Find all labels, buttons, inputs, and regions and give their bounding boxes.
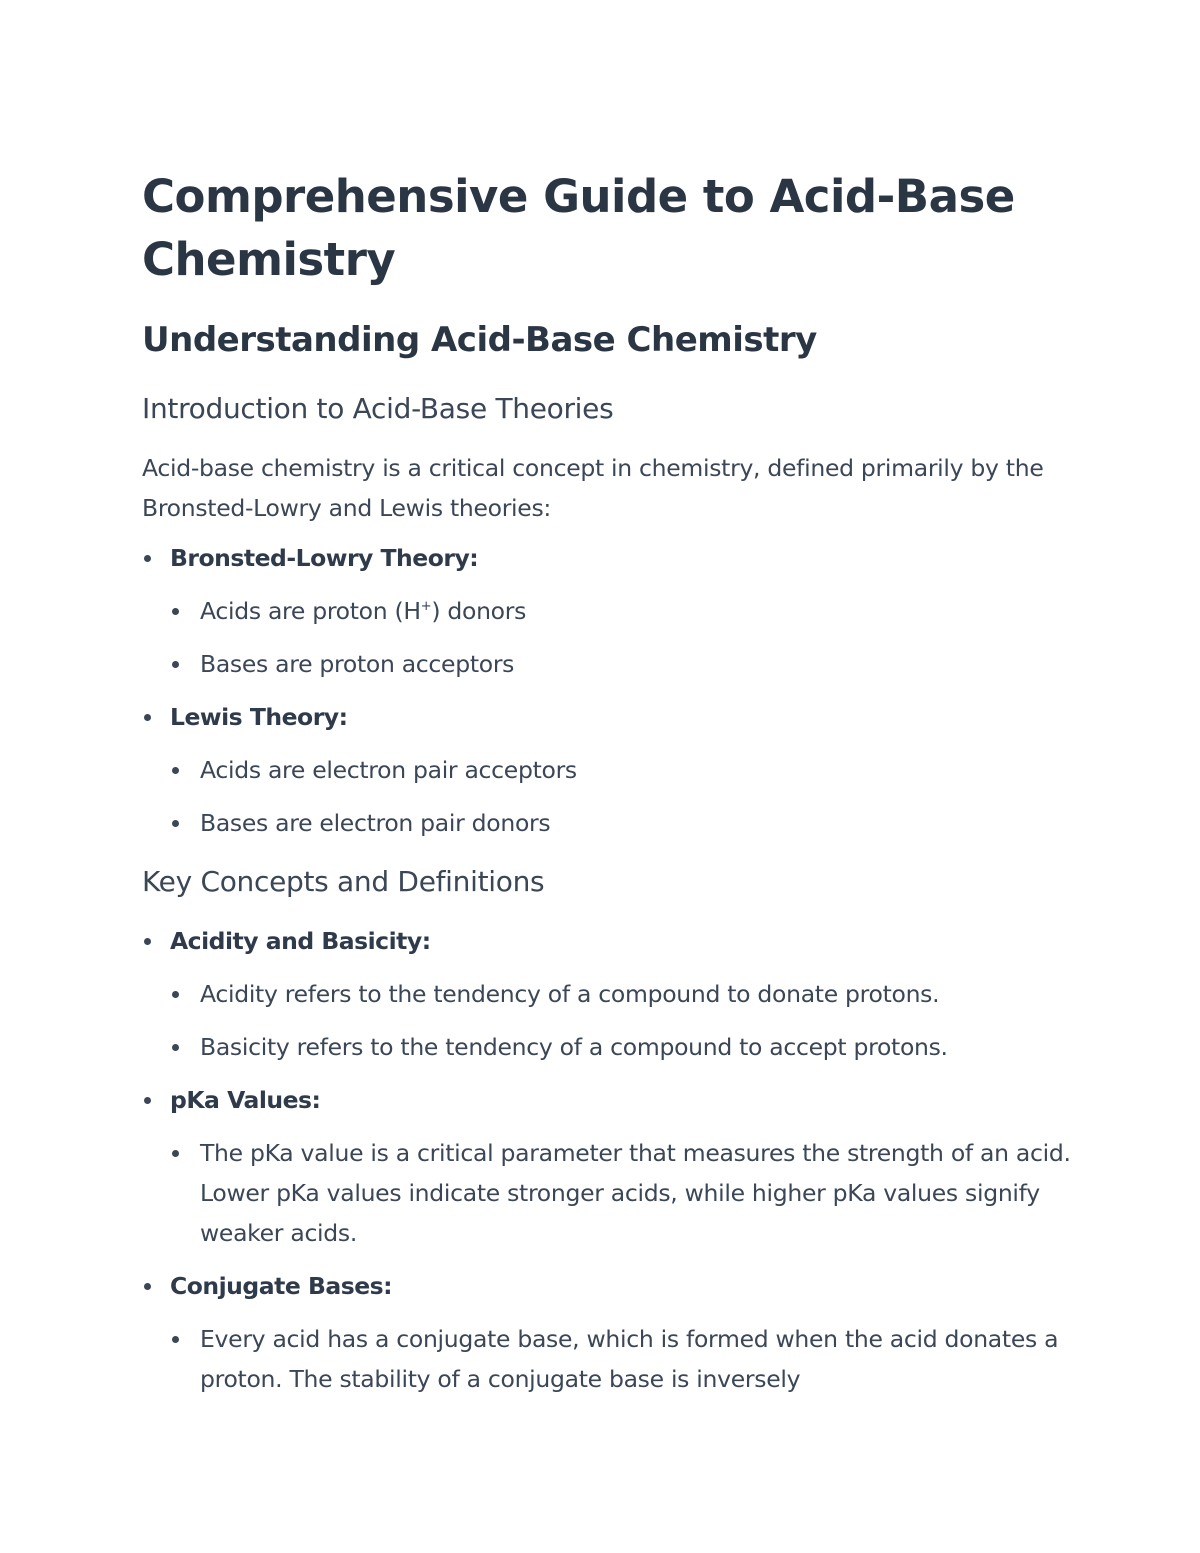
bullet-icon <box>172 767 179 774</box>
bullet-icon <box>172 1336 179 1343</box>
list-item-pka-values <box>142 1080 1072 1253</box>
bullet-icon <box>144 1283 151 1290</box>
list-item-acidity-basicity <box>142 921 1072 1067</box>
list-item-label: Acidity and Basicity: <box>170 927 431 955</box>
sub-list-item-text: The pKa value is a critical parameter that measures the strength of an acid. Lower pKa values indicate stronger acids, while higher pKa values signify weaker acids. <box>200 1139 1071 1247</box>
list-item-label: Bronsted-Lowry Theory: <box>170 544 479 572</box>
superscript-plus: + <box>420 599 432 615</box>
list-item-conjugate-bases <box>142 1266 1072 1399</box>
bullet-icon <box>172 1150 179 1157</box>
sub-list-item <box>170 1027 1072 1067</box>
intro-paragraph: Acid-base chemistry is a critical concept in chemistry, defined primarily by the Bronsted-Lowry and Lewis theories: <box>142 454 1044 522</box>
bullet-icon <box>172 608 179 615</box>
sub-list-item-text: Acids are electron pair acceptors <box>200 756 577 784</box>
list-item-label: pKa Values: <box>170 1086 321 1114</box>
sub-list-item <box>170 974 1072 1014</box>
sub-list-item-text: Every acid has a conjugate base, which is formed when the acid donates a proton. The stability of a conjugate base is inversely <box>200 1325 1059 1393</box>
sub-list-item-text: Basicity refers to the tendency of a compound to accept protons. <box>200 1033 948 1061</box>
sub-list-item <box>170 1133 1072 1253</box>
bullet-icon <box>144 1097 151 1104</box>
sub-list-item <box>170 644 1072 684</box>
sub-list <box>170 1319 1072 1399</box>
bullet-icon <box>172 1044 179 1051</box>
sub-list <box>170 974 1072 1067</box>
intro-heading: Introduction to Acid-Base Theories <box>142 392 614 425</box>
key-concepts-heading: Key Concepts and Definitions <box>142 865 545 898</box>
sub-list-item <box>170 750 1072 790</box>
bullet-icon <box>172 661 179 668</box>
bullet-icon <box>172 991 179 998</box>
key-concepts-list <box>142 921 1072 1399</box>
bullet-icon <box>172 820 179 827</box>
sub-list-item-text: Acids are proton (H <box>200 597 421 625</box>
list-item-label: Conjugate Bases: <box>170 1272 393 1300</box>
sub-list-item-text-end: ) donors <box>431 597 527 625</box>
bullet-icon <box>144 714 151 721</box>
sub-list-item <box>170 1319 1072 1399</box>
sub-list-item <box>170 803 1072 843</box>
list-item-label: Lewis Theory: <box>170 703 348 731</box>
sub-list <box>170 591 1072 684</box>
sub-list-item-text: Bases are electron pair donors <box>200 809 551 837</box>
sub-list <box>170 1133 1072 1253</box>
document-title: Comprehensive Guide to Acid-Base Chemistry <box>142 170 1015 286</box>
sub-list-item <box>170 591 1072 631</box>
sub-list <box>170 750 1072 843</box>
bullet-icon <box>144 555 151 562</box>
sub-list-item-text: Acidity refers to the tendency of a compound to donate protons. <box>200 980 940 1008</box>
sub-list-item-text: Bases are proton acceptors <box>200 650 515 678</box>
list-item-bronsted-lowry <box>142 538 1072 684</box>
list-item-lewis <box>142 697 1072 843</box>
theories-list <box>142 538 1072 843</box>
section-heading: Understanding Acid-Base Chemistry <box>142 320 817 360</box>
document-page <box>142 165 1072 1399</box>
bullet-icon <box>144 938 151 945</box>
